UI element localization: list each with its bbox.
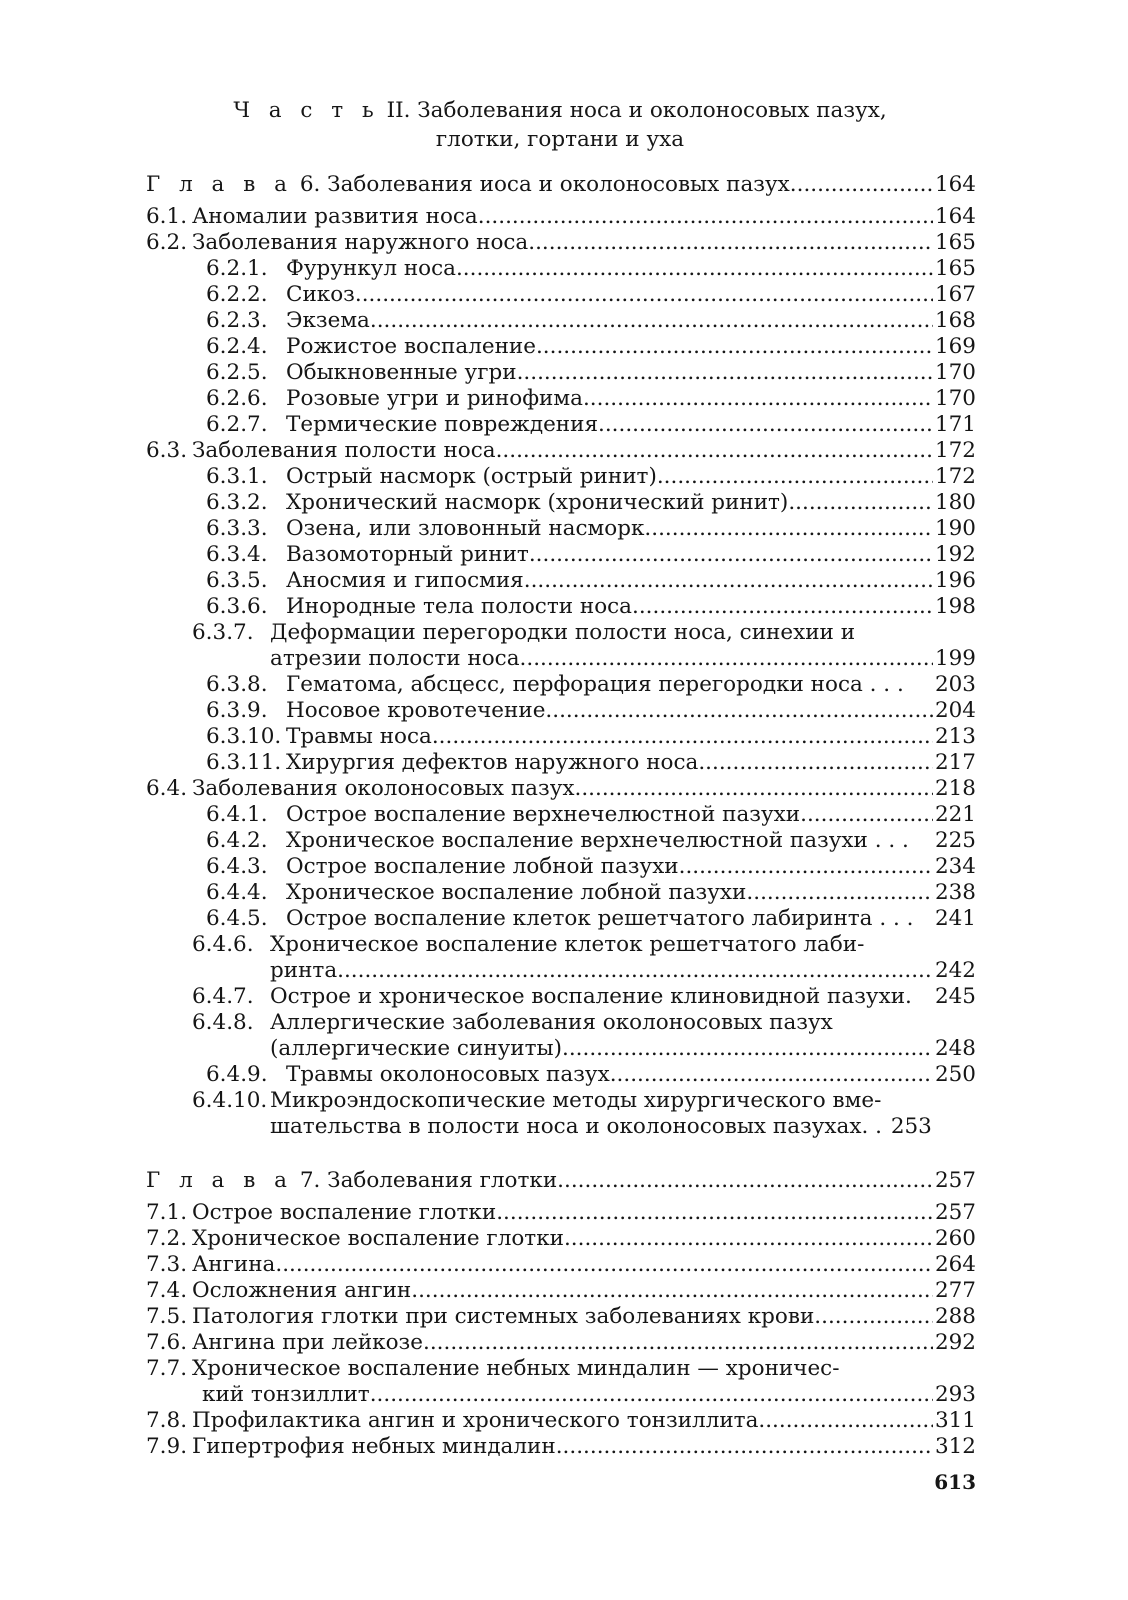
page-number: 257 — [934, 1200, 976, 1225]
entry-number: 6.2.4. — [206, 334, 268, 359]
leader-dots — [698, 750, 933, 776]
toc-entry[interactable] — [146, 334, 976, 360]
entry-number: 7.8. — [146, 1408, 188, 1433]
toc-entry[interactable] — [146, 490, 976, 516]
toc-entry[interactable] — [146, 1200, 976, 1226]
leader-dots — [411, 1278, 933, 1304]
page-number: 196 — [934, 568, 976, 593]
toc-entry[interactable] — [146, 412, 976, 438]
page-number: 172 — [934, 438, 976, 463]
entry-number: 6.4. — [146, 776, 188, 801]
entry-title: Ангина — [192, 1252, 276, 1277]
toc-entry-7-7[interactable] — [146, 1356, 976, 1408]
page-number: 257 — [934, 1168, 976, 1193]
page-number: 238 — [934, 880, 976, 905]
leader-dots — [788, 490, 933, 516]
entry-title: Хроническое воспаление верхнечелюстной пазухи . . . — [286, 828, 909, 853]
entry-title: Травмы носа — [286, 724, 432, 749]
entry-number: 6.3.2. — [206, 490, 268, 515]
toc-entry[interactable] — [146, 386, 976, 412]
toc-entry[interactable] — [146, 724, 976, 750]
leader-dots — [529, 542, 933, 568]
leader-dots — [423, 1330, 933, 1356]
page-number: 288 — [934, 1304, 976, 1329]
entry-number: 6.2. — [146, 230, 188, 255]
toc-entry[interactable] — [146, 1434, 976, 1460]
leader-dots — [478, 204, 933, 230]
leader-dots — [758, 1408, 933, 1434]
entry-title: Розовые угри и ринофима — [286, 386, 583, 411]
entry-title: Вазомоторный ринит — [286, 542, 529, 567]
entry-title: Экзема — [286, 308, 370, 333]
leader-dots — [557, 1168, 933, 1194]
toc-entry[interactable] — [146, 1226, 976, 1252]
toc-entry[interactable] — [146, 1408, 976, 1434]
chapter-heading[interactable] — [146, 1168, 976, 1194]
entry-number: 6.2.6. — [206, 386, 268, 411]
leader-dots — [517, 360, 933, 386]
leader-dots — [644, 516, 933, 542]
entry-title: Инородные тела полости носа — [286, 594, 633, 619]
entry-title: Острое воспаление верхнечелюстной пазухи — [286, 802, 801, 827]
section-list-7a — [146, 1200, 976, 1356]
entry-title: Профилактика ангин и хронического тонзиллита — [192, 1408, 759, 1433]
toc-entry[interactable] — [146, 698, 976, 724]
entry-number: 6.3.6. — [206, 594, 268, 619]
leader-dots — [746, 880, 933, 906]
entry-title-line2: шательства в полости носа и околоносовых пазухах. . — [270, 1114, 882, 1139]
table-of-contents — [146, 172, 976, 1460]
leader-dots — [610, 1062, 933, 1088]
entry-number: 6.4.2. — [206, 828, 268, 853]
leader-dots — [496, 438, 933, 464]
page-number: 167 — [934, 282, 976, 307]
leader-dots — [574, 776, 932, 802]
entry-title: Хирургия дефектов наружного носа — [286, 750, 699, 775]
entry-title: Заболевания полости носа — [192, 438, 496, 463]
entry-title: Острое и хроническое воспаление клиновидной пазухи. — [270, 984, 912, 1009]
page-footer-number: 613 — [934, 1470, 976, 1494]
page-number: 204 — [934, 698, 976, 723]
entry-title: Рожистое воспаление — [286, 334, 536, 359]
entry-number: 6.4.7. — [192, 984, 254, 1009]
page-number: 170 — [934, 386, 976, 411]
leader-dots — [814, 1304, 933, 1330]
leader-dots — [545, 698, 933, 724]
entry-number: 6.4.10. — [192, 1088, 268, 1113]
page-number: 292 — [934, 1330, 976, 1355]
toc-entry[interactable] — [146, 750, 976, 776]
toc-entry[interactable] — [146, 464, 976, 490]
page-number: 221 — [934, 802, 976, 827]
part-title — [146, 96, 974, 154]
leader-dots — [679, 854, 933, 880]
section-list-7b — [146, 1408, 976, 1460]
entry-number: 7.3. — [146, 1252, 188, 1277]
toc-entry[interactable] — [146, 594, 976, 620]
chapter-heading[interactable] — [146, 172, 976, 198]
toc-entry[interactable] — [146, 854, 976, 880]
entry-number: 7.6. — [146, 1330, 188, 1355]
entry-number: 6.3.10. — [206, 724, 282, 749]
entry-title: Хроническое воспаление лобной пазухи — [286, 880, 747, 905]
leader-dots — [564, 1226, 933, 1252]
toc-entry-6-4-7[interactable] — [146, 984, 976, 1010]
entry-number: 7.9. — [146, 1434, 188, 1459]
leader-dots — [370, 308, 933, 334]
toc-entry[interactable] — [146, 438, 976, 464]
entry-title: Хроническое воспаление глотки — [192, 1226, 564, 1251]
toc-entry[interactable] — [146, 1330, 976, 1356]
leader-dots — [524, 568, 933, 594]
leader-dots — [432, 724, 933, 750]
entry-number: 6.3.4. — [206, 542, 268, 567]
entry-title: Аномалии развития носа — [192, 204, 478, 229]
page-number: 199 — [934, 646, 976, 671]
entry-number: 6.1. — [146, 204, 188, 229]
toc-entry[interactable] — [146, 516, 976, 542]
chapter-label: Г л а в а — [146, 1168, 293, 1193]
entry-title: Гематома, абсцесс, перфорация перегородки носа . . . — [286, 672, 904, 697]
entry-number: 6.2.3. — [206, 308, 268, 333]
entry-title: Фурункул носа — [286, 256, 456, 281]
page-number: 164 — [934, 204, 976, 229]
page-number: 311 — [934, 1408, 976, 1433]
toc-entry-6-4-6[interactable] — [146, 932, 976, 984]
page-number: 277 — [934, 1278, 976, 1303]
section-list-6a — [146, 204, 976, 620]
entry-number: 6.2.1. — [206, 256, 268, 281]
toc-entry-6-3-7[interactable] — [146, 620, 976, 672]
entry-number: 6.3. — [146, 438, 188, 463]
toc-entry[interactable] — [146, 776, 976, 802]
page-number: 180 — [934, 490, 976, 515]
leader-dots — [556, 1434, 933, 1460]
entry-title: Патология глотки при системных заболеваниях крови — [192, 1304, 815, 1329]
toc-entry[interactable] — [146, 906, 976, 932]
entry-number: 6.3.8. — [206, 672, 268, 697]
entry-number: 6.4.4. — [206, 880, 268, 905]
page-number: 190 — [934, 516, 976, 541]
entry-title: Носовое кровотечение — [286, 698, 546, 723]
page-number: 171 — [934, 412, 976, 437]
entry-title: Осложнения ангин — [192, 1278, 412, 1303]
entry-title-line1: Хроническое воспаление клеток решетчатого лаби- — [270, 932, 865, 957]
page-number: 225 — [934, 828, 976, 853]
toc-entry[interactable] — [146, 282, 976, 308]
leader-dots — [583, 386, 933, 412]
toc-entry-6-4-8[interactable] — [146, 1010, 976, 1062]
entry-title: Аносмия и гипосмия — [286, 568, 524, 593]
page-number: 253 — [890, 1114, 932, 1139]
chapter-label: Г л а в а — [146, 172, 293, 197]
page-number: 242 — [934, 958, 976, 983]
entry-title: Острый насморк (острый ринит) — [286, 464, 657, 489]
leader-dots — [790, 172, 933, 198]
entry-title-line1: Хроническое воспаление небных миндалин — хроничес- — [192, 1356, 840, 1381]
leader-dots — [800, 802, 933, 828]
entry-title-line2: атрезии полости носа — [270, 646, 520, 671]
leader-dots — [456, 256, 933, 282]
entry-title-line2: (аллергические синуиты) — [270, 1036, 562, 1061]
page-number: 217 — [934, 750, 976, 775]
entry-number: 6.3.1. — [206, 464, 268, 489]
entry-number: 7.1. — [146, 1200, 188, 1225]
entry-title: Обыкновенные угри — [286, 360, 517, 385]
entry-number: 6.3.11. — [206, 750, 282, 775]
leader-dots — [598, 412, 933, 438]
page-number: 264 — [934, 1252, 976, 1277]
page-number: 250 — [934, 1062, 976, 1087]
page-number: 168 — [934, 308, 976, 333]
chapter-title: 7. Заболевания глотки — [299, 1168, 558, 1193]
entry-title-line1: Микроэндоскопические методы хирургического вме- — [270, 1088, 882, 1113]
page-number: 170 — [934, 360, 976, 385]
entry-title: Заболевания наружного носа — [192, 230, 529, 255]
entry-number: 6.4.9. — [206, 1062, 268, 1087]
entry-number: 6.2.5. — [206, 360, 268, 385]
section-list-6b — [146, 672, 976, 932]
leader-dots — [657, 464, 933, 490]
entry-number: 7.5. — [146, 1304, 188, 1329]
entry-number: 6.2.2. — [206, 282, 268, 307]
toc-entry[interactable] — [146, 880, 976, 906]
entry-title-line2: ринта — [270, 958, 338, 983]
entry-title: Сикоз — [286, 282, 355, 307]
toc-entry[interactable] — [146, 360, 976, 386]
entry-number: 6.4.8. — [192, 1010, 254, 1035]
toc-entry[interactable] — [146, 1278, 976, 1304]
chapter-title: 6. Заболевания иоса и околоносовых пазух — [299, 172, 790, 197]
leader-dots — [355, 282, 933, 308]
page-number: 198 — [934, 594, 976, 619]
page-number: 293 — [934, 1382, 976, 1407]
toc-entry[interactable] — [146, 568, 976, 594]
page-number: 165 — [934, 230, 976, 255]
leader-dots — [337, 958, 933, 984]
entry-number: 7.4. — [146, 1278, 188, 1303]
entry-title: Хронический насморк (хронический ринит) — [286, 490, 789, 515]
toc-entry[interactable] — [146, 828, 976, 854]
page-number: 218 — [934, 776, 976, 801]
entry-number: 6.3.3. — [206, 516, 268, 541]
leader-dots — [520, 646, 933, 672]
toc-entry[interactable] — [146, 204, 976, 230]
entry-title: Травмы околоносовых пазух — [286, 1062, 610, 1087]
entry-number: 6.4.5. — [206, 906, 268, 931]
leader-dots — [275, 1252, 933, 1278]
toc-entry[interactable] — [146, 308, 976, 334]
page-number: 169 — [934, 334, 976, 359]
entry-number: 7.2. — [146, 1226, 188, 1251]
entry-number: 6.4.6. — [192, 932, 254, 957]
entry-title: Заболевания околоносовых пазух — [192, 776, 575, 801]
entry-title: Озена, или зловонный насморк — [286, 516, 645, 541]
toc-entry[interactable] — [146, 672, 976, 698]
page-number: 164 — [934, 172, 976, 197]
entry-title: Ангина при лейкозе — [192, 1330, 423, 1355]
entry-number: 6.4.3. — [206, 854, 268, 879]
page-number: 203 — [934, 672, 976, 697]
part-label: Ч а с т ь — [233, 98, 380, 123]
toc-entry[interactable] — [146, 1252, 976, 1278]
leader-dots — [632, 594, 933, 620]
toc-entry[interactable] — [146, 256, 976, 282]
page-number: 248 — [934, 1036, 976, 1061]
entry-title-line1: Деформации перегородки полости носа, синехии и — [270, 620, 856, 645]
page-number: 213 — [934, 724, 976, 749]
part-title-line1: Ч а с т ь II. Заболевания носа и околоносовых пазух, — [233, 98, 887, 123]
entry-number: 6.3.7. — [192, 620, 254, 645]
entry-number: 6.3.9. — [206, 698, 268, 723]
toc-entry[interactable] — [146, 802, 976, 828]
entry-title-line2: кий тонзиллит — [202, 1382, 370, 1407]
entry-number: 6.3.5. — [206, 568, 268, 593]
toc-entry-6-4-10[interactable] — [146, 1088, 976, 1140]
page-number: 241 — [934, 906, 976, 931]
page-number: 192 — [934, 542, 976, 567]
entry-title: Острое воспаление клеток решетчатого лабиринта . . . — [286, 906, 914, 931]
part-title-line2: глотки, гортани и уха — [435, 127, 685, 152]
leader-dots — [562, 1036, 933, 1062]
entry-title-line1: Аллергические заболевания околоносовых пазух — [270, 1010, 833, 1035]
page-number: 312 — [934, 1434, 976, 1459]
leader-dots — [496, 1200, 933, 1226]
toc-entry[interactable] — [146, 542, 976, 568]
entry-number: 6.4.1. — [206, 802, 268, 827]
entry-title: Термические повреждения — [286, 412, 599, 437]
toc-entry[interactable] — [146, 230, 976, 256]
entry-title: Гипертрофия небных миндалин — [192, 1434, 556, 1459]
leader-dots — [370, 1382, 933, 1408]
page-number: 165 — [934, 256, 976, 281]
page-number: 172 — [934, 464, 976, 489]
page-number: 234 — [934, 854, 976, 879]
toc-entry[interactable] — [146, 1304, 976, 1330]
page-number: 260 — [934, 1226, 976, 1251]
leader-dots — [528, 230, 933, 256]
toc-entry-6-4-9[interactable] — [146, 1062, 976, 1088]
entry-title: Острое воспаление глотки — [192, 1200, 497, 1225]
entry-number: 6.2.7. — [206, 412, 268, 437]
page-number: 245 — [934, 984, 976, 1009]
entry-number: 7.7. — [146, 1356, 188, 1381]
entry-title: Острое воспаление лобной пазухи — [286, 854, 679, 879]
leader-dots — [536, 334, 933, 360]
